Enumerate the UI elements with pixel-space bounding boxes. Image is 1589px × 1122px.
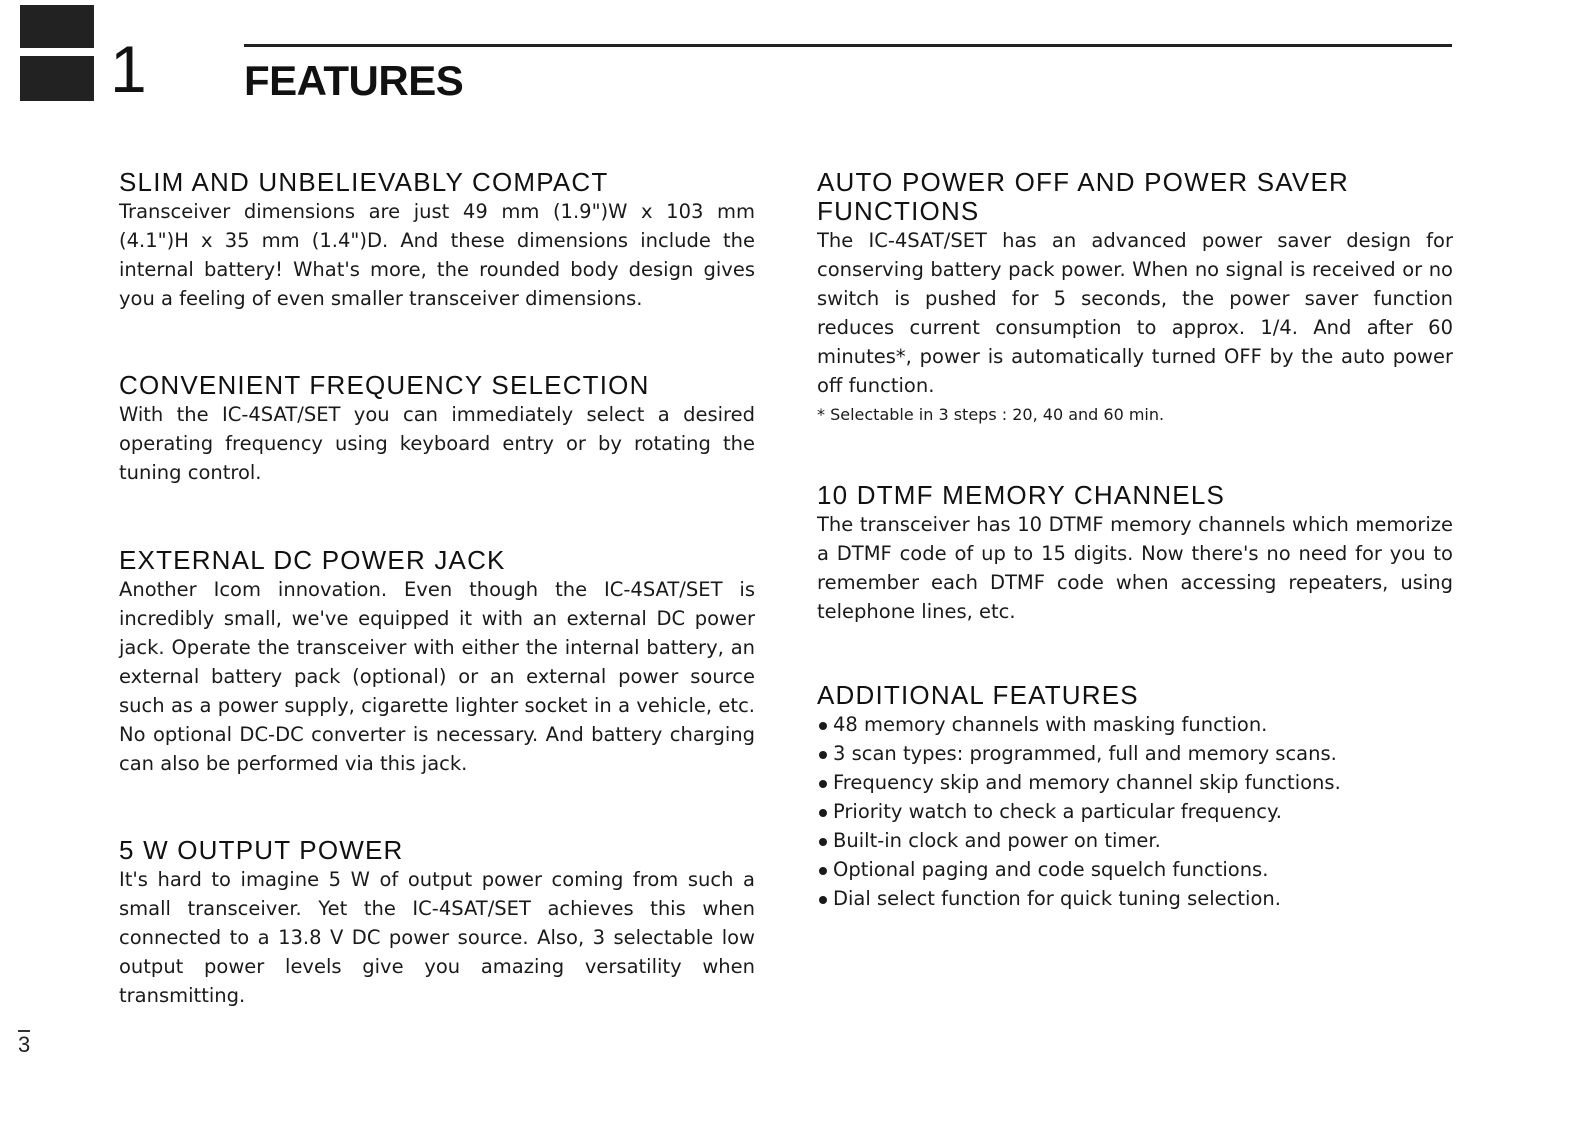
- list-item: Optional paging and code squelch functions.: [817, 855, 1453, 884]
- section-body: With the IC-4SAT/SET you can immediately select a desired operating frequency using keyboard entry or by rotating the tuning control.: [119, 403, 755, 484]
- section-heading: 10 DTMF MEMORY CHANNELS: [817, 480, 1226, 510]
- page-number: 3: [18, 1032, 31, 1057]
- feature-list: [817, 710, 1453, 913]
- left-column: [119, 168, 755, 1010]
- section-body: It's hard to imagine 5 W of output power coming from such a small transceiver. Yet the IC-4SAT/SET achieves this when connected to a 13.8 V DC power source. Also, 3 selectable low output power levels give you amazing versatility when transmitting.: [119, 868, 755, 1007]
- chapter-number: 1: [110, 32, 147, 106]
- section-dc-power-jack: [119, 546, 755, 778]
- section-body: Another Icom innovation. Even though the IC-4SAT/SET is incredibly small, we've equipped it with an external DC power jack. Operate the transceiver with either the internal battery, an external battery pack (optional) or an external power source such as a power supply, cigarette lighter socket in a vehicle, etc. No optional DC-DC converter is necessary. And battery charging can also be performed via this jack.: [119, 578, 755, 775]
- list-item: Priority watch to check a particular frequency.: [817, 797, 1453, 826]
- section-heading: 5 W OUTPUT POWER: [119, 835, 404, 865]
- section-body: The transceiver has 10 DTMF memory channels which memorize a DTMF code of up to 15 digits. Now there's no need for you to remember each DTMF code when accessing repeaters, using telephone lines, etc.: [817, 513, 1453, 623]
- section-heading: ADDITIONAL FEATURES: [817, 680, 1139, 710]
- section-output-power: [119, 836, 755, 1010]
- footnote: * Selectable in 3 steps : 20, 40 and 60 min.: [817, 405, 1165, 424]
- list-item: Built-in clock and power on timer.: [817, 826, 1453, 855]
- section-heading: EXTERNAL DC POWER JACK: [119, 545, 506, 575]
- section-body: Transceiver dimensions are just 49 mm (1.9")W x 103 mm (4.1")H x 35 mm (1.4")D. And these dimensions include the internal battery! What's more, the rounded body design gives you a feeling of even smaller transceiver dimensions.: [119, 200, 755, 310]
- section-heading: CONVENIENT FREQUENCY SELECTION: [119, 370, 650, 400]
- list-item: Dial select function for quick tuning selection.: [817, 884, 1453, 913]
- section-heading: AUTO POWER OFF AND POWER SAVER FUNCTIONS: [817, 167, 1349, 226]
- right-column: [817, 168, 1453, 913]
- list-item: 48 memory channels with masking function.: [817, 710, 1453, 739]
- section-frequency-selection: [119, 371, 755, 487]
- list-item: 3 scan types: programmed, full and memory scans.: [817, 739, 1453, 768]
- section-compact: [119, 168, 755, 313]
- header-rule: [244, 44, 1452, 47]
- list-item: Frequency skip and memory channel skip functions.: [817, 768, 1453, 797]
- section-heading: SLIM AND UNBELIEVABLY COMPACT: [119, 167, 609, 197]
- chapter-tab-top: [20, 5, 94, 48]
- section-body: The IC-4SAT/SET has an advanced power saver design for conserving battery pack power. When no signal is received or no switch is pushed for 5 seconds, the power saver function reduces current consumption to approx. 1/4. And after 60 minutes*, power is automatically turned OFF by the auto power off function.: [817, 229, 1453, 397]
- chapter-title: FEATURES: [244, 57, 464, 104]
- section-additional-features: [817, 681, 1453, 913]
- section-dtmf-memory: [817, 481, 1453, 626]
- chapter-tab-bottom: [20, 56, 94, 101]
- section-auto-power-off: [817, 168, 1453, 426]
